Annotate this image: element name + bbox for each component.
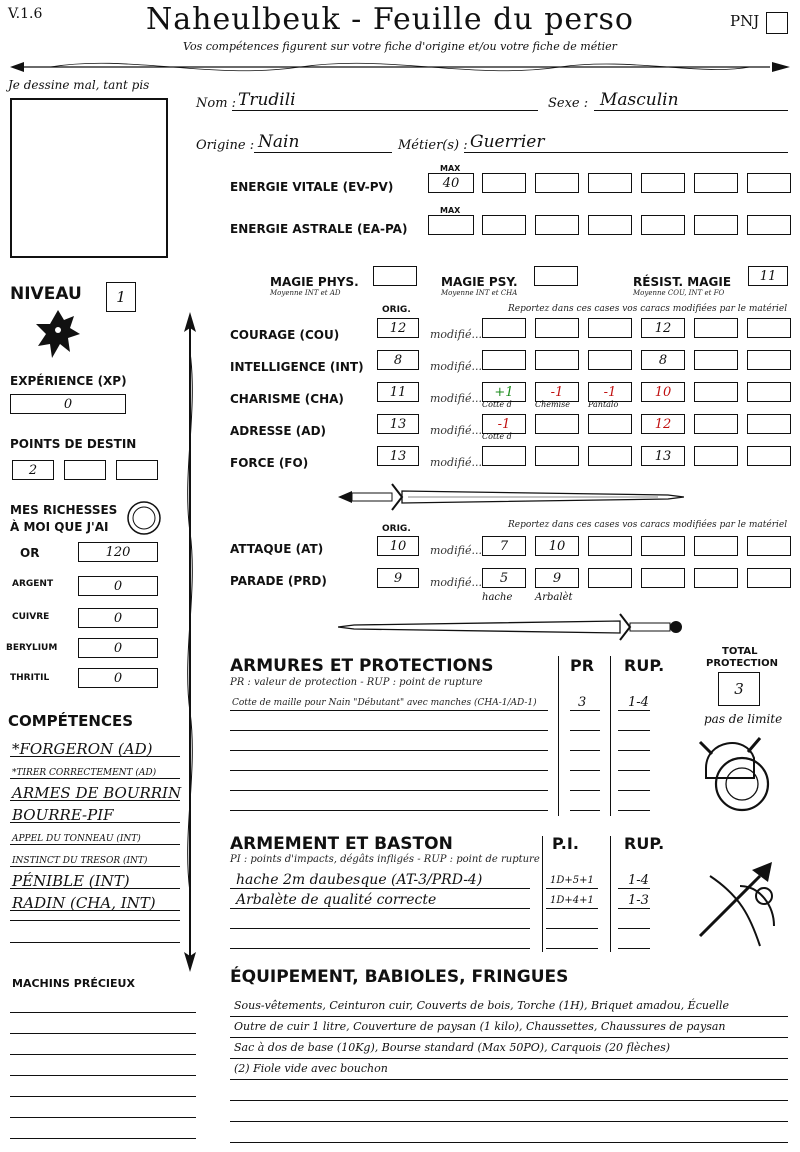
arme-rup-line — [618, 888, 650, 889]
thritil-box[interactable]: 0 — [78, 668, 158, 688]
machins-line[interactable] — [10, 1033, 196, 1034]
nom-value: Trudili — [238, 90, 296, 110]
arme-rup[interactable]: 1-3 — [628, 893, 649, 908]
or-label: OR — [20, 546, 40, 560]
ea-extra-box[interactable] — [535, 215, 579, 235]
ea-extra-box[interactable] — [747, 215, 791, 235]
equipement-line[interactable] — [230, 1016, 788, 1017]
machins-line[interactable] — [10, 1054, 196, 1055]
sexe-label: Sexe : — [548, 96, 589, 111]
machins-line[interactable] — [10, 1138, 196, 1139]
cou-mod-box[interactable] — [747, 318, 791, 338]
armure-line — [230, 810, 548, 811]
pas-de-limite: pas de limite — [704, 712, 783, 726]
armures-rup-label: RUP. — [624, 656, 665, 675]
arme-name[interactable]: Arbalète de qualité correcte — [236, 892, 437, 908]
int-mod-box[interactable] — [588, 350, 632, 370]
modifie-label: modifié... — [430, 424, 482, 437]
arme-line — [230, 928, 530, 929]
berylium-label: BERYLIUM — [6, 643, 58, 653]
competence-line — [10, 920, 180, 921]
armure-rup-line — [618, 730, 650, 731]
machins-line[interactable] — [10, 1096, 196, 1097]
ea-extra-box[interactable] — [694, 215, 738, 235]
equipement-title: ÉQUIPEMENT, BABIOLES, FRINGUES — [230, 967, 569, 987]
richesses-label-2: À MOI QUE J'AI — [10, 520, 109, 534]
armure-line — [230, 770, 548, 771]
ev-extra-box[interactable] — [694, 173, 738, 193]
cha-mod-box[interactable] — [694, 382, 738, 402]
equipement-line[interactable] — [230, 1121, 788, 1122]
fo-mod-box[interactable] — [694, 446, 738, 466]
ad-mod-box[interactable] — [747, 414, 791, 434]
modifie-label: modifié... — [430, 328, 482, 341]
origine-label: Origine : — [196, 138, 255, 153]
portrait-caption: Je dessine mal, tant pis — [8, 78, 150, 92]
niveau-box[interactable]: 1 — [106, 282, 136, 312]
prd-mod-box[interactable] — [641, 568, 685, 588]
armure-rup-line — [618, 770, 650, 771]
competence-item[interactable]: INSTINCT DU TRESOR (INT) — [12, 856, 148, 866]
arme-name[interactable]: hache 2m daubesque (AT-3/PRD-4) — [236, 872, 483, 888]
armure-pr[interactable]: 3 — [578, 695, 587, 710]
arme-line — [230, 948, 530, 949]
competence-line — [10, 866, 180, 867]
at-label: ATTAQUE (AT) — [230, 542, 324, 556]
cha-mod-box[interactable] — [747, 382, 791, 402]
orig-label-caracs: ORIG. — [382, 305, 411, 315]
nom-label: Nom : — [196, 96, 237, 111]
int-mod-box[interactable]: 8 — [641, 350, 685, 370]
portrait-box[interactable] — [10, 98, 168, 258]
armures-title: ARMURES ET PROTECTIONS — [230, 656, 494, 676]
armement-pi-label: P.I. — [552, 834, 579, 853]
metier-label: Métier(s) : — [398, 138, 468, 153]
magie-phys-box[interactable] — [373, 266, 417, 286]
equipement-line[interactable] — [230, 1037, 788, 1038]
sexe-field[interactable] — [594, 90, 788, 111]
armure-rup[interactable]: 1-4 — [628, 695, 649, 710]
pnj-checkbox[interactable] — [766, 12, 788, 34]
competence-item[interactable]: *TIRER CORRECTEMENT (AD) — [12, 768, 157, 778]
richesses-label-1: MES RICHESSES — [10, 503, 118, 517]
ea-max-box[interactable] — [428, 215, 474, 235]
armure-rup-line — [618, 710, 650, 711]
equipement-item[interactable]: Sous-vêtements, Ceinturon cuir, Couverts de bois, Torche (1H), Briquet amadou, Écuelle — [234, 999, 729, 1012]
competence-item[interactable]: APPEL DU TONNEAU (INT) — [12, 834, 141, 844]
origine-field[interactable] — [254, 132, 392, 153]
competence-line — [10, 942, 180, 943]
equipement-item[interactable]: Sac à dos de base (10Kg), Bourse standard (Max 50PO), Carquois (20 flèches) — [234, 1041, 671, 1054]
fo-mod-box[interactable] — [588, 446, 632, 466]
fo-orig-box[interactable]: 13 — [377, 446, 419, 466]
cha-note: Cotte d — [482, 400, 512, 409]
prd-label: PARADE (PRD) — [230, 574, 327, 588]
armure-rup-line — [618, 810, 650, 811]
arme-pi-line — [546, 928, 598, 929]
armure-pr-line — [570, 770, 600, 771]
prd-mod-box[interactable] — [747, 568, 791, 588]
int-mod-box[interactable] — [694, 350, 738, 370]
vertical-spear-icon — [180, 312, 200, 972]
at-mod-box[interactable] — [641, 536, 685, 556]
armures-pr-label: PR — [570, 656, 595, 675]
arme-pi-line — [546, 948, 598, 949]
prd-mod-box[interactable] — [588, 568, 632, 588]
version-label: V.1.6 — [8, 6, 43, 22]
orig-label-combat: ORIG. — [382, 524, 411, 534]
armure-pr-line — [570, 790, 600, 791]
coin-icon — [126, 500, 162, 536]
ev-extra-box[interactable] — [482, 173, 526, 193]
machins-label: MACHINS PRÉCIEUX — [12, 977, 135, 990]
ad-mod-box[interactable] — [588, 414, 632, 434]
equipement-line[interactable] — [230, 1100, 788, 1101]
magie-phys-label: MAGIE PHYS. — [270, 275, 359, 289]
equipement-line[interactable] — [230, 1058, 788, 1059]
cuivre-box[interactable]: 0 — [78, 608, 158, 628]
dragon-icon — [34, 306, 82, 362]
ad-mod-box[interactable]: 12 — [641, 414, 685, 434]
argent-label: ARGENT — [12, 579, 54, 589]
ea-extra-box[interactable] — [482, 215, 526, 235]
armure-line — [230, 730, 548, 731]
equipement-line[interactable] — [230, 1079, 788, 1080]
ea-max-label: MAX — [440, 206, 461, 215]
thritil-label: THRITIL — [10, 673, 50, 683]
competence-item[interactable]: PÉNIBLE (INT) — [12, 872, 130, 890]
origine-value: Nain — [258, 132, 300, 152]
arme-rup-line — [618, 948, 650, 949]
sword-icon — [338, 480, 684, 514]
experience-box[interactable]: 0 — [10, 394, 126, 414]
competence-item[interactable]: BOURRE-PIF — [12, 806, 114, 824]
armure-pr-line — [570, 710, 600, 711]
arme-pi-line — [546, 908, 598, 909]
resist-magie-sub: Moyenne COU, INT et FO — [633, 289, 725, 297]
metier-field[interactable] — [464, 132, 788, 153]
ad-label: ADRESSE (AD) — [230, 424, 327, 438]
fo-mod-box[interactable] — [535, 446, 579, 466]
at-mod-box[interactable]: 7 — [482, 536, 526, 556]
destin-box-3[interactable] — [116, 460, 158, 480]
cou-orig-box[interactable]: 12 — [377, 318, 419, 338]
modifie-label: modifié... — [430, 544, 482, 557]
magie-phys-sub: Moyenne INT et AD — [270, 289, 341, 297]
competence-item[interactable]: ARMES DE BOURRIN — [12, 784, 182, 802]
ad-orig-box[interactable]: 13 — [377, 414, 419, 434]
destin-box-1[interactable]: 2 — [12, 460, 54, 480]
cou-mod-box[interactable] — [694, 318, 738, 338]
destin-label: POINTS DE DESTIN — [10, 437, 137, 451]
magie-psy-sub: Moyenne INT et CHA — [441, 289, 518, 297]
armures-divider-2 — [610, 656, 611, 816]
int-label: INTELLIGENCE (INT) — [230, 360, 364, 374]
berylium-box[interactable]: 0 — [78, 638, 158, 658]
magie-psy-label: MAGIE PSY. — [441, 275, 518, 289]
int-orig-box[interactable]: 8 — [377, 350, 419, 370]
metier-value: Guerrier — [470, 132, 545, 152]
prd-mod-box[interactable] — [694, 568, 738, 588]
cha-orig-box[interactable]: 11 — [377, 382, 419, 402]
ad-mod-box[interactable]: -1 — [482, 414, 526, 434]
helmet-shield-icon — [696, 728, 776, 814]
arme-rup-line — [618, 908, 650, 909]
armure-pr-line — [570, 810, 600, 811]
ea-extra-box[interactable] — [588, 215, 632, 235]
combat-note: Reportez dans ces cases vos caracs modifiées par le matériel — [508, 520, 788, 530]
armure-line — [230, 750, 548, 751]
arme-rup[interactable]: 1-4 — [628, 873, 649, 888]
armement-rup-label: RUP. — [624, 834, 665, 853]
cha-mod-box[interactable]: +1 — [482, 382, 526, 402]
ev-max-label: MAX — [440, 164, 461, 173]
cha-mod-box[interactable]: -1 — [588, 382, 632, 402]
total-label-2: PROTECTION — [706, 658, 778, 669]
armement-divider-1 — [542, 836, 543, 952]
pnj-label: PNJ — [730, 12, 760, 30]
fo-mod-box[interactable] — [747, 446, 791, 466]
armure-rup-line — [618, 790, 650, 791]
machins-line[interactable] — [10, 1075, 196, 1076]
total-protection-box[interactable]: 3 — [718, 672, 760, 706]
fo-label: FORCE (FO) — [230, 456, 309, 470]
int-mod-box[interactable] — [747, 350, 791, 370]
argent-box[interactable]: 0 — [78, 576, 158, 596]
ad-mod-box[interactable] — [694, 414, 738, 434]
armure-line — [230, 790, 548, 791]
int-mod-box[interactable] — [482, 350, 526, 370]
ev-label: ENERGIE VITALE (EV-PV) — [230, 180, 394, 194]
arme-pi-line — [546, 888, 598, 889]
sexe-value: Masculin — [600, 90, 679, 110]
resist-magie-box[interactable]: 11 — [748, 266, 788, 286]
cha-mod-box[interactable]: 10 — [641, 382, 685, 402]
competence-item[interactable]: RADIN (CHA, INT) — [12, 894, 156, 912]
at-mod-box[interactable] — [694, 536, 738, 556]
modifie-label: modifié... — [430, 456, 482, 469]
fo-mod-box[interactable]: 13 — [641, 446, 685, 466]
resist-magie-label: RÉSIST. MAGIE — [633, 275, 732, 289]
at-mod-box[interactable]: 10 — [535, 536, 579, 556]
armure-pr-line — [570, 750, 600, 751]
cou-mod-box[interactable]: 12 — [641, 318, 685, 338]
ad-mod-box[interactable] — [535, 414, 579, 434]
modifie-label: modifié... — [430, 392, 482, 405]
equipement-item[interactable]: Outre de cuir 1 litre, Couverture de paysan (1 kilo), Chaussettes, Chaussures de paysan — [234, 1020, 726, 1033]
armure-pr-line — [570, 730, 600, 731]
prd-orig-box[interactable]: 9 — [377, 568, 419, 588]
ev-extra-box[interactable] — [747, 173, 791, 193]
armure-line — [230, 710, 548, 711]
at-mod-box[interactable] — [747, 536, 791, 556]
cha-note: Pantalo — [588, 400, 619, 409]
ev-extra-box[interactable] — [535, 173, 579, 193]
armure-rup-line — [618, 750, 650, 751]
experience-label: EXPÉRIENCE (XP) — [10, 374, 127, 388]
sheet-title: Naheulbeuk - Feuille du perso — [146, 2, 634, 37]
arme-rup-line — [618, 928, 650, 929]
arme-pi[interactable]: 1D+5+1 — [550, 875, 594, 886]
spear-divider-icon — [10, 54, 790, 80]
equipement-line[interactable] — [230, 1142, 788, 1143]
sword-icon-2 — [338, 610, 684, 644]
nom-field[interactable] — [232, 90, 538, 111]
prd-mod-box[interactable]: 9 — [535, 568, 579, 588]
caracs-note: Reportez dans ces cases vos caracs modifiées par le matériel — [508, 304, 788, 314]
sheet-subtitle: Vos compétences figurent sur votre fiche d'origine et/ou votre fiche de métier — [183, 40, 617, 53]
magie-psy-box[interactable] — [534, 266, 578, 286]
armement-title: ARMEMENT ET BASTON — [230, 834, 453, 854]
destin-box-2[interactable] — [64, 460, 106, 480]
ea-extra-box[interactable] — [641, 215, 685, 235]
int-mod-box[interactable] — [535, 350, 579, 370]
cha-note: Chemise — [535, 400, 570, 409]
ev-max-box[interactable]: 40 — [428, 173, 474, 193]
weapons-icon — [690, 856, 786, 952]
ev-extra-box[interactable] — [588, 173, 632, 193]
cou-mod-box[interactable] — [482, 318, 526, 338]
arme-line — [230, 908, 530, 909]
armement-divider-2 — [610, 836, 611, 952]
competence-line — [10, 778, 180, 779]
prd-mod-box[interactable]: 5 — [482, 568, 526, 588]
total-label-1: TOTAL — [722, 646, 758, 657]
weapon-note-arbalete: Arbalèt — [535, 592, 573, 603]
cuivre-label: CUIVRE — [12, 612, 50, 622]
equipement-item[interactable]: (2) Fiole vide avec bouchon — [234, 1062, 388, 1075]
cou-mod-box[interactable] — [588, 318, 632, 338]
machins-line[interactable] — [10, 1012, 196, 1013]
machins-line[interactable] — [10, 1117, 196, 1118]
fo-mod-box[interactable] — [482, 446, 526, 466]
arme-line — [230, 888, 530, 889]
at-mod-box[interactable] — [588, 536, 632, 556]
armures-sub: PR : valeur de protection - RUP : point de rupture — [230, 677, 483, 688]
competence-line — [10, 844, 180, 845]
or-box[interactable]: 120 — [78, 542, 158, 562]
niveau-label: NIVEAU — [10, 284, 82, 304]
arme-pi[interactable]: 1D+4+1 — [550, 895, 594, 906]
cha-label: CHARISME (CHA) — [230, 392, 344, 406]
competence-item[interactable]: *FORGERON (AD) — [12, 740, 153, 758]
ea-label: ENERGIE ASTRALE (EA-PA) — [230, 222, 408, 236]
modifie-label: modifié... — [430, 576, 482, 589]
ad-note: Cotte d — [482, 432, 512, 441]
armures-divider-1 — [558, 656, 559, 816]
armure-name[interactable]: Cotte de maille pour Nain "Débutant" avec manches (CHA-1/AD-1) — [232, 698, 537, 708]
cha-mod-box[interactable]: -1 — [535, 382, 579, 402]
cou-label: COURAGE (COU) — [230, 328, 340, 342]
competences-label: COMPÉTENCES — [8, 712, 134, 730]
armement-sub: PI : points d'impacts, dégâts infligés - RUP : point de rupture — [230, 854, 540, 865]
ev-extra-box[interactable] — [641, 173, 685, 193]
weapon-note-hache: hache — [482, 592, 513, 603]
at-orig-box[interactable]: 10 — [377, 536, 419, 556]
modifie-label: modifié... — [430, 360, 482, 373]
cou-mod-box[interactable] — [535, 318, 579, 338]
